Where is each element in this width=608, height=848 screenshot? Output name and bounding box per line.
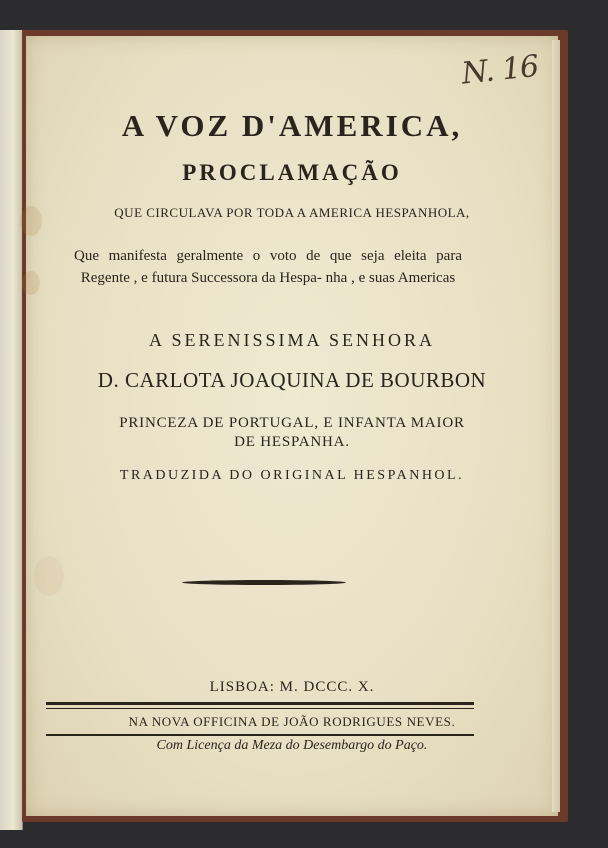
- dedicatee-name: D. CARLOTA JOAQUINA DE BOURBON: [97, 368, 487, 392]
- title-line-2: PROCLAMAÇÃO: [182, 160, 402, 185]
- double-rule-thin: [46, 708, 474, 709]
- translation-note: TRADUZIDA DO ORIGINAL HESPANHOL.: [119, 468, 465, 483]
- printer-line: NA NOVA OFFICINA DE JOÃO RODRIGUES NEVES.: [128, 714, 456, 729]
- ornamental-rule: [182, 580, 346, 585]
- paper-stain: [34, 556, 64, 596]
- subtitle: QUE CIRCULAVA POR TODA A AMERICA HESPANHOLA,: [114, 205, 470, 220]
- facing-page-edge: [0, 30, 23, 830]
- title-line-1: A VOZ D'AMERICA,: [121, 108, 463, 143]
- handwritten-shelfmark: N. 16: [459, 48, 540, 92]
- dedicatee-titles: [26, 414, 558, 452]
- description-paragraph: Que manifesta geralmente o voto de que seja eleita para Regente , e futura Successora da Hespa- nha , e suas Americas: [74, 248, 462, 286]
- bottom-rule: [46, 734, 474, 736]
- dedicatee-titles-line-1: PRINCEZA DE PORTUGAL, E INFANTA MAIOR: [119, 415, 465, 431]
- license-line: Com Licença da Meza do Desembargo do Paço.: [156, 738, 428, 753]
- imprint-place-date: LISBOA: M. DCCC. X.: [209, 679, 375, 695]
- paper-stain: [22, 271, 40, 295]
- dedicatee-titles-line-2: DE HESPANHA.: [234, 434, 350, 450]
- dedication-heading: A SERENISSIMA SENHORA: [148, 330, 436, 350]
- double-rule-thick: [46, 702, 474, 705]
